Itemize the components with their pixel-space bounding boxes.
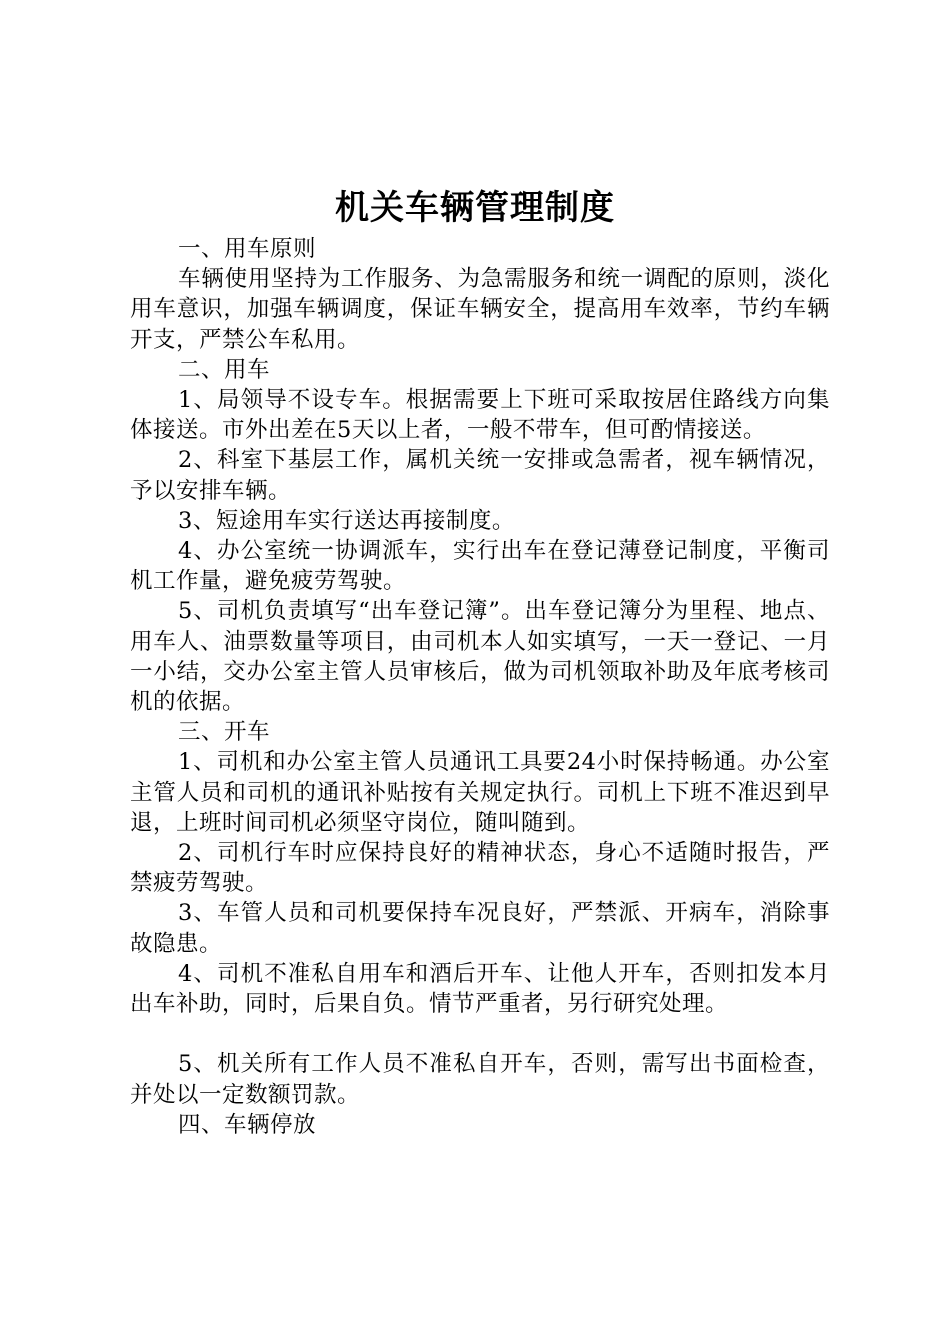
paragraph-3-3: 3、车管人员和司机要保持车况良好，严禁派、开病车，消除事故隐患。 [130,900,830,957]
blank-line [130,1019,830,1049]
paragraph-2-5: 5、司机负责填写“出车登记簿”。出车登记簿分为里程、地点、用车人、油票数量等项目，由司机本人如实填写，一天一登记、一月一小结，交办公室主管人员审核后，做为司机领取补助及年底考核司机的依据。 [130,598,830,716]
section-heading-4: 四、车辆停放 [178,1111,317,1138]
paragraph-2-3: 3、短途用车实行送达再接制度。 [178,507,515,534]
paragraph-3-2: 2、司机行车时应保持良好的精神状态，身心不适随时报告，严禁疲劳驾驶。 [130,840,830,897]
document-title: 机关车辆管理制度 [335,188,615,228]
paragraph-2-4: 4、办公室统一协调派车，实行出车在登记薄登记制度，平衡司机工作量，避免疲劳驾驶。 [130,538,830,595]
section-heading-2: 二、用车 [178,356,271,383]
paragraph-1-1: 车辆使用坚持为工作服务、为急需服务和统一调配的原则，淡化用车意识，加强车辆调度，保证车辆安全，提高用车效率，节约车辆开支，严禁公车私用。 [130,266,830,353]
paragraph-2-2: 2、科室下基层工作，属机关统一安排或急需者，视车辆情况，予以安排车辆。 [130,447,830,504]
paragraph-3-1: 1、司机和办公室主管人员通讯工具要24小时保持畅通。办公室主管人员和司机的通讯补贴按有关规定执行。司机上下班不准迟到早退，上班时间司机必须坚守岗位，随叫随到。 [130,749,830,836]
document-body [130,234,830,1140]
section-heading-1: 一、用车原则 [178,236,317,262]
paragraph-2-1: 1、局领导不设专车。根据需要上下班可采取按居住路线方向集体接送。市外出差在5天以上者，一般不带车，但可酌情接送。 [130,387,830,444]
section-heading-3: 三、开车 [178,719,271,746]
paragraph-3-4: 4、司机不准私自用车和酒后开车、让他人开车，否则扣发本月出车补助，同时，后果自负。情节严重者，另行研究处理。 [130,960,830,1018]
paragraph-3-5: 5、机关所有工作人员不准私自开车，否则，需写出书面检查，并处以一定数额罚款。 [130,1051,830,1108]
